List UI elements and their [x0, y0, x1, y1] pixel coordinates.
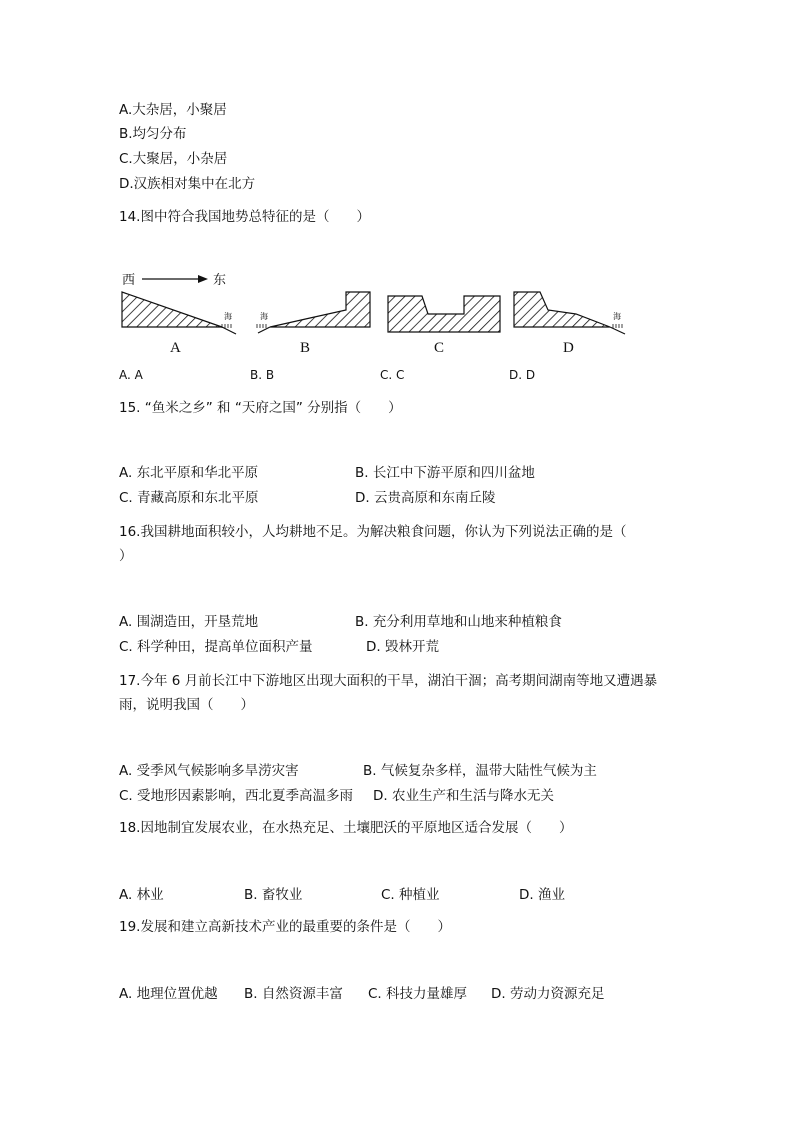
profile-c	[388, 296, 500, 332]
q15-option-c: C. 青藏高原和东北平原	[119, 490, 259, 506]
q17-stem-line1: 17.今年 6 月前长江中下游地区出现大面积的干旱，湖泊干涸；高考期间湖南等地又遭遇暴	[119, 673, 658, 689]
terrain-profile-figure	[110, 264, 640, 359]
q13-option-b: B.均匀分布	[119, 126, 187, 142]
q19-option-d: D. 劳动力资源充足	[491, 986, 605, 1002]
sea-label-d: 海	[613, 312, 621, 321]
west-label: 西	[122, 272, 136, 287]
q18-option-d: D. 渔业	[519, 887, 565, 903]
q14-stem: 14.图中符合我国地势总特征的是（ ）	[119, 209, 370, 225]
q16-stem-line2: ）	[119, 548, 133, 564]
q14-option-a: A. A	[119, 368, 143, 382]
q13-option-c: C.大聚居，小杂居	[119, 151, 228, 167]
profile-b	[270, 292, 370, 327]
profile-a-label: A	[170, 340, 181, 356]
q16-option-a: A. 围湖造田，开垦荒地	[119, 614, 259, 630]
q18-option-b: B. 畜牧业	[244, 887, 303, 903]
q15-stem: 15. “鱼米之乡” 和 “天府之国” 分别指（ ）	[119, 400, 402, 416]
q19-option-b: B. 自然资源丰富	[244, 986, 343, 1002]
profile-d-label: D	[563, 340, 574, 356]
q17-option-b: B. 气候复杂多样，温带大陆性气候为主	[363, 763, 597, 779]
q13-option-a: A.大杂居，小聚居	[119, 102, 227, 118]
q19-option-c: C. 科技力量雄厚	[368, 986, 468, 1002]
q14-option-d: D. D	[509, 368, 536, 382]
q16-stem-line1: 16.我国耕地面积较小，人均耕地不足。为解决粮食问题，你认为下列说法正确的是（	[119, 524, 627, 540]
q19-option-a: A. 地理位置优越	[119, 986, 218, 1002]
profile-a	[122, 292, 222, 327]
q17-stem-line2: 雨，说明我国（ ）	[119, 697, 254, 713]
q17-option-a: A. 受季风气候影响多旱涝灾害	[119, 763, 299, 779]
east-label: 东	[213, 272, 227, 287]
q14-option-c: C. C	[380, 368, 405, 382]
q19-stem: 19.发展和建立高新技术产业的最重要的条件是（ ）	[119, 919, 451, 935]
profile-b-label: B	[300, 340, 311, 356]
q17-option-d: D. 农业生产和生活与降水无关	[373, 788, 554, 804]
profile-c-label: C	[434, 340, 445, 356]
q16-option-d: D. 毁林开荒	[366, 639, 439, 655]
profile-d	[514, 292, 610, 327]
q16-option-b: B. 充分利用草地和山地来种植粮食	[355, 614, 562, 630]
q15-option-a: A. 东北平原和华北平原	[119, 465, 259, 481]
q15-option-b: B. 长江中下游平原和四川盆地	[355, 465, 535, 481]
q13-option-d: D.汉族相对集中在北方	[119, 176, 256, 192]
sea-label-b: 海	[260, 312, 268, 321]
sea-label-a: 海	[224, 312, 232, 321]
q14-option-b: B. B	[250, 368, 275, 382]
q18-option-a: A. 林业	[119, 887, 164, 903]
q17-option-c: C. 受地形因素影响，西北夏季高温多雨	[119, 788, 354, 804]
q15-option-d: D. 云贵高原和东南丘陵	[355, 490, 496, 506]
q18-option-c: C. 种植业	[381, 887, 440, 903]
q16-option-c: C. 科学种田，提高单位面积产量	[119, 639, 313, 655]
q18-stem: 18.因地制宜发展农业，在水热充足、土壤肥沃的平原地区适合发展（ ）	[119, 820, 573, 836]
